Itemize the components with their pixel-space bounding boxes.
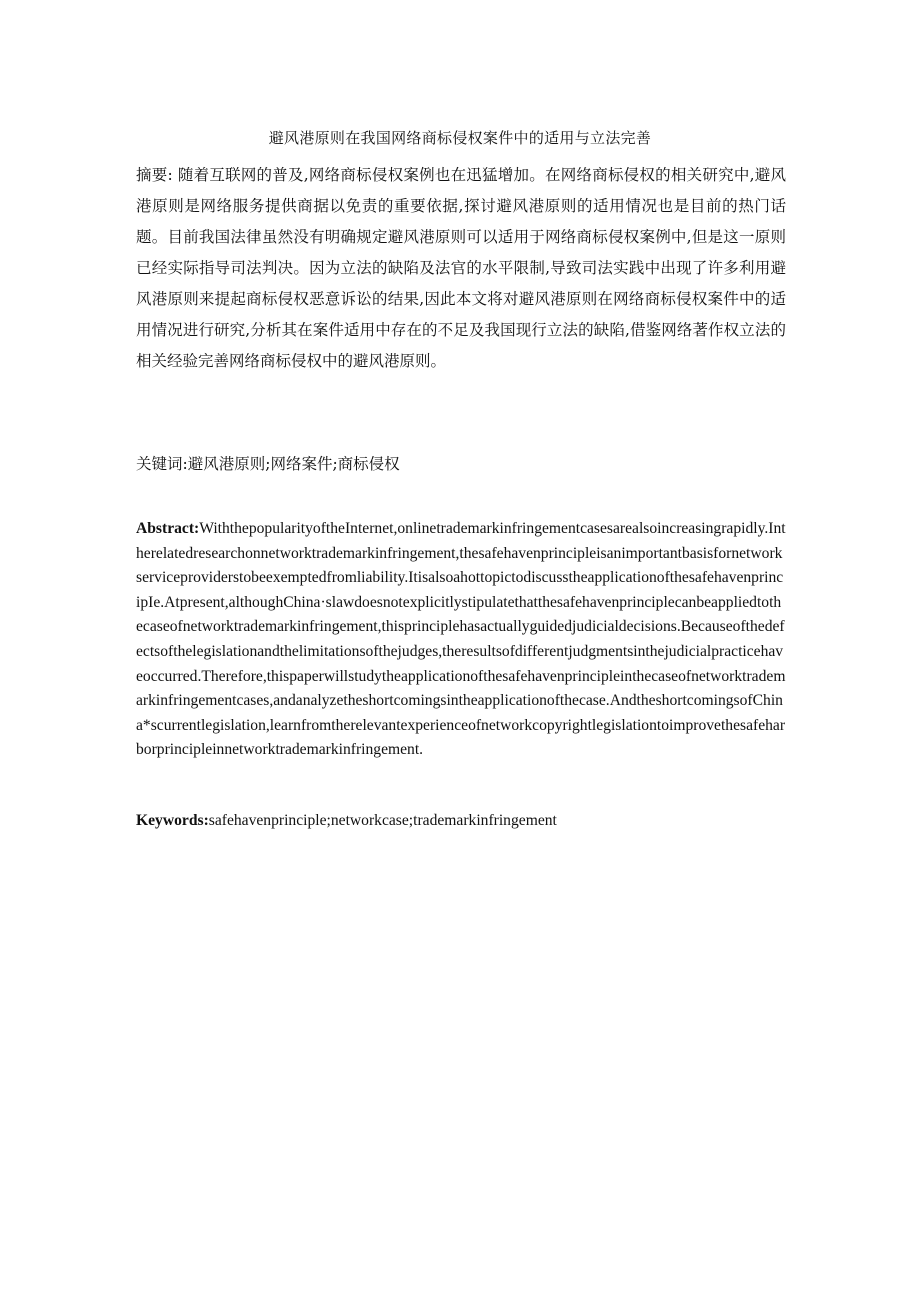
keywords-cn-text: 避风港原则;网络案件;商标侵权 [187,455,400,473]
abstract-en-label: Abstract: [136,520,200,537]
paper-title: 避风港原则在我国网络商标侵权案件中的适用与立法完善 [268,129,652,147]
keywords-en-label: Keywords: [136,812,209,829]
keywords-cn-label: 关键词: [136,455,188,473]
abstract-en [136,517,786,763]
abstract-cn-text: 随着互联网的普及,网络商标侵权案例也在迅猛增加。在网络商标侵权的相关研究中,避风港原则是网络服务提供商据以免责的重要依据,探讨避风港原则的适用情况也是目前的热门话题。目前我国法律虽然没有明确规定避风港原则可以适用于网络商标侵权案例中,但是这一原则已经实际指导司法判决。因为立法的缺陷及法官的水平限制,导致司法实践中出现了许多利用避风港原则来提起商标侵权恶意诉讼的结果,因此本文将对避风港原则在网络商标侵权案件中的适用情况进行研究,分析其在案件适用中存在的不足及我国现行立法的缺陷,借鉴网络著作权立法的相关经验完善网络商标侵权中的避风港原则。 [136,166,786,370]
keywords-en [136,808,786,834]
keywords-cn [136,451,786,477]
abstract-cn-label: 摘要: [136,166,173,184]
abstract-en-text: WiththepopularityoftheInternet,onlinetrademarkinfringementcasesarealsoincreasingrapidly.Intherelatedresearchonnetworktrademarkinfringement,thesafehavenprincipleisanimportantbasisfornetworkserviceproviderstobeexemptedfromliability.ItisalsoahottopictodiscusstheapplicationofthesafehavenprincipIe.Atpresent,althoughChina·slawdoesnotexplicitlystipulatethatthesafehavenprinciplecanbeappliedtothecaseofnetworktrademarkinfringement,thisprinciplehasactuallyguidedjudicialdecisions.Becauseofthedefectsofthelegislationandthelimitationsofthejudges,theresultsofdifferentjudgmentsinthejudicialpracticehaveoccurred.Therefore,thispaperwillstudytheapplicationofthesafehavenprincipleinthecaseofnetworktrademarkinfringementcases,andanalyzetheshortcomingsintheapplicationofthecase.AndtheshortcomingsofChina*scurrentlegislation,learnfromtherelevantexperienceofnetworkcopyrightlegislationtoimprovethesafeharborprincipleinnetworktrademarkinfringement. [136,520,786,759]
keywords-en-text: safehavenprinciple;networkcase;trademarkinfringement [208,812,557,829]
abstract-cn [136,160,786,377]
